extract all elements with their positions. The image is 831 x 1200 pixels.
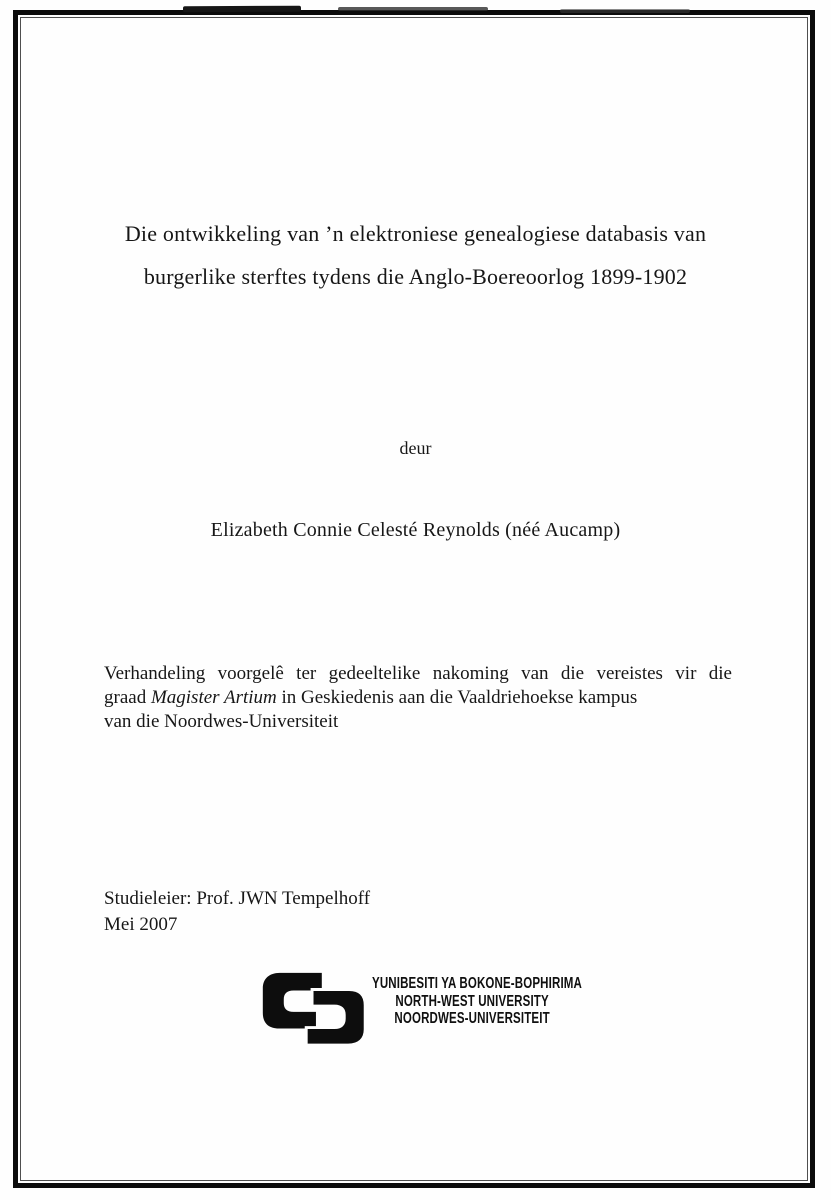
date-line: Mei 2007 bbox=[104, 914, 178, 935]
scan-artifact bbox=[183, 6, 301, 13]
logo-text-afrikaans: NOORDWES-UNIVERSITEIT bbox=[393, 1010, 550, 1027]
degree-statement-line-3: van die Noordwes-Universiteit bbox=[104, 711, 339, 732]
degree-name-italic: Magister Artium bbox=[150, 687, 277, 708]
degree-statement bbox=[104, 662, 732, 734]
university-logo-text bbox=[371, 975, 582, 1028]
thesis-title-line-2: burgerlike sterftes tydens die Anglo-Boereoorlog 1899-1902 bbox=[143, 264, 688, 289]
thesis-title bbox=[60, 212, 771, 298]
degree-statement-line-2-pre: graad bbox=[104, 687, 151, 708]
nwu-logo-icon bbox=[260, 970, 368, 1048]
supervisor-block bbox=[104, 886, 370, 938]
degree-statement-line-2-post: in Geskiedenis aan die Vaaldriehoekse kampus bbox=[276, 687, 638, 708]
author-name: Elizabeth Connie Celesté Reynolds (néé Aucamp) bbox=[210, 519, 621, 541]
logo-text-english: NORTH-WEST UNIVERSITY bbox=[394, 992, 549, 1010]
scan-artifact bbox=[338, 7, 488, 11]
logo-text-setswana: YUNIBESITI YA BOKONE-BOPHIRIMA bbox=[371, 975, 582, 992]
byline-label: deur bbox=[399, 438, 432, 458]
supervisor-line: Studieleier: Prof. JWN Tempelhoff bbox=[104, 888, 371, 909]
university-logo bbox=[0, 970, 831, 1048]
thesis-title-line-1: Die ontwikkeling van ’n elektroniese genealogiese databasis van bbox=[124, 221, 707, 246]
degree-statement-line-2 bbox=[104, 686, 732, 710]
degree-statement-line-1: Verhandeling voorgelê ter gedeeltelike nakoming van die vereistes vir die bbox=[104, 663, 732, 684]
scan-artifact bbox=[560, 9, 690, 13]
